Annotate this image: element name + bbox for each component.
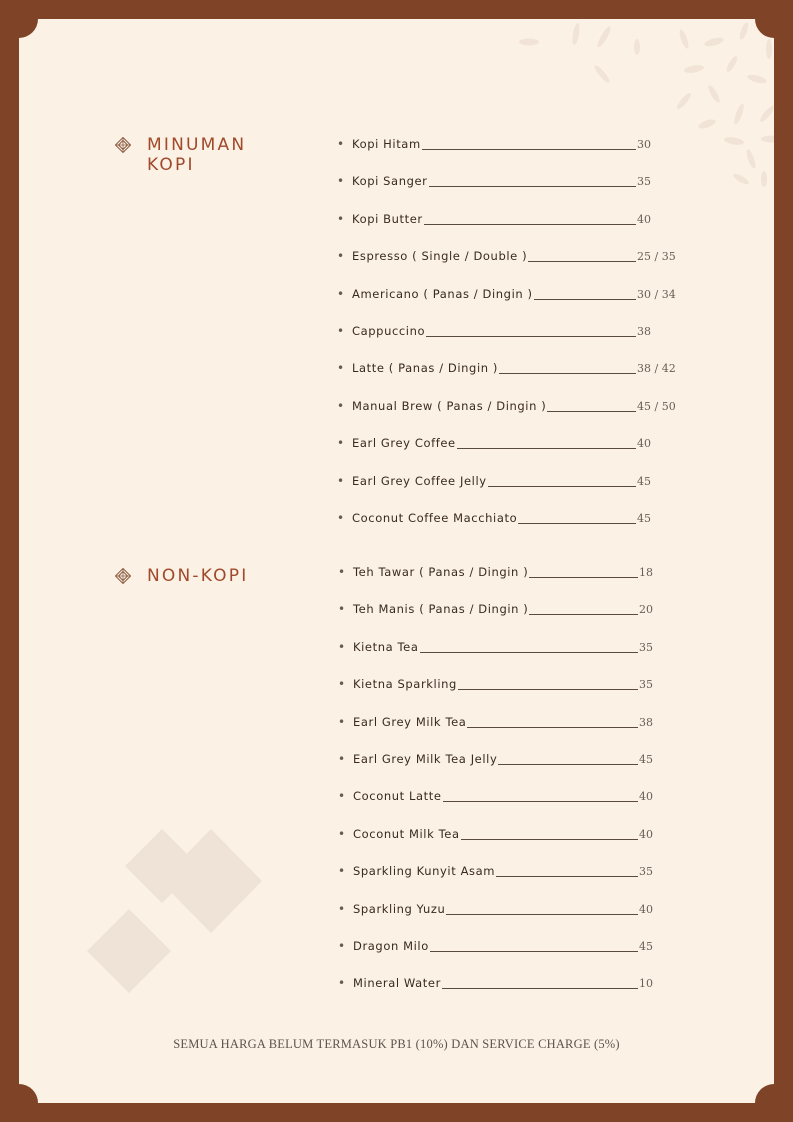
menu-item-name: Earl Grey Coffee Jelly [352,473,487,488]
menu-item-name: Earl Grey Coffee [352,436,456,451]
section-title: MINUMAN KOPI [147,135,247,175]
menu-item-price: 45 / 50 [637,399,676,413]
menu-item [338,677,679,714]
leader-line [534,287,636,300]
bullet-icon: • [337,436,345,451]
bullet-icon: • [338,714,346,729]
leader-line [430,939,638,952]
menu-item-price: 10 [639,977,653,991]
menu-item-price: 40 [639,790,653,804]
menu-item-price: 18 [639,566,653,579]
bullet-icon: • [337,323,345,338]
menu-item-name: Cappuccino [352,323,426,338]
leader-line [498,752,638,765]
bullet-icon: • [337,137,345,151]
bullet-icon: • [338,976,346,991]
menu-page [19,19,774,1103]
menu-item-price: 20 [639,603,653,617]
menu-item-price: 30 [637,138,651,151]
menu-item-name: Teh Manis ( Panas / Dingin ) [353,602,529,617]
corner-notch [755,1084,774,1103]
leader-line [529,565,638,578]
menu-item-name: Coconut Latte [353,789,442,804]
menu-item-name: Sparkling Kunyit Asam [353,864,496,879]
menu-item-name: Teh Tawar ( Panas / Dingin ) [353,565,529,579]
menu-item-name: Earl Grey Milk Tea [353,714,467,729]
leader-line [518,511,636,524]
menu-item-price: 38 / 42 [637,362,676,376]
leader-line [457,436,636,449]
menu-item-price: 30 / 34 [637,287,676,301]
menu-item-price: 35 [639,678,653,692]
menu-item [337,212,677,249]
menu-item-name: Kietna Sparkling [353,677,457,692]
menu-item-name: Kopi Butter [352,211,423,226]
menu-item [338,789,679,826]
menu-item [337,436,677,473]
bullet-icon: • [338,751,346,766]
menu-item-name: Espresso ( Single / Double ) [352,249,528,264]
corner-notch [19,1084,38,1103]
menu-item [337,474,677,511]
menu-item-price: 38 [639,715,653,729]
bullet-icon: • [337,398,345,413]
menu-item [337,249,677,286]
leader-line [420,640,638,653]
leader-line [458,677,638,690]
bullet-icon: • [338,677,346,692]
bullet-icon: • [337,510,345,525]
menu-item-price: 40 [639,827,653,841]
bullet-icon: • [337,361,345,376]
menu-item-name: Kietna Tea [353,639,419,654]
menu-item-price: 45 [637,511,651,525]
menu-item-price: 45 [639,752,653,766]
menu-item [337,511,677,548]
section-heading-kopi [115,135,277,175]
menu-item-price: 45 [637,474,651,488]
leader-line [424,212,636,225]
menu-item [338,602,679,639]
leader-line [547,399,636,412]
bullet-icon: • [337,286,345,301]
tax-service-note: SEMUA HARGA BELUM TERMASUK PB1 (10%) DAN SERVICE CHARGE (5%) [173,1037,620,1051]
corner-notch [19,19,38,38]
menu-item [338,939,679,976]
leader-line [499,361,636,374]
menu-item-name: Kopi Hitam [352,137,421,151]
bullet-icon: • [337,211,345,226]
menu-item-price: 45 [639,939,653,953]
menu-item [338,715,679,752]
menu-item-name: Earl Grey Milk Tea Jelly [353,751,498,766]
menu-item [338,864,679,901]
diamond-ornament-icon [115,568,131,584]
menu-item-price: 35 [639,640,653,654]
leader-line [488,474,636,487]
menu-item-price: 35 [639,865,653,879]
bullet-icon: • [337,249,345,264]
bullet-icon: • [337,174,345,189]
bullet-icon: • [338,938,346,953]
menu-item [338,640,679,677]
menu-item-price: 25 / 35 [637,250,676,264]
bullet-icon: • [338,901,346,916]
bullet-icon: • [338,639,346,654]
menu-item-name: Coconut Coffee Macchiato [352,510,518,525]
menu-item-name: Americano ( Panas / Dingin ) [352,286,533,301]
leader-line [461,827,638,840]
menu-item-price: 40 [637,437,651,451]
menu-item [337,287,677,324]
menu-item-name: Sparkling Yuzu [353,901,446,916]
bullet-icon: • [338,864,346,879]
menu-item-name: Kopi Sanger [352,174,428,189]
leader-line [528,249,636,262]
leader-line [422,137,636,150]
leader-line [529,602,638,615]
menu-item [337,174,677,211]
menu-item [338,565,679,602]
leader-line [467,715,638,728]
bullet-icon: • [338,565,346,579]
diamond-ornament-icon [115,137,131,153]
leader-line [446,902,638,915]
menu-item [338,827,679,864]
menu-item-name: Coconut Milk Tea [353,826,460,841]
leader-line [496,864,638,877]
menu-list-non-kopi [338,565,679,1014]
section-heading-non-kopi [115,566,277,586]
menu-item [337,137,677,174]
menu-item-price: 38 [637,324,651,338]
menu-item-price: 40 [639,902,653,916]
bullet-icon: • [337,473,345,488]
diamond-pattern-decoration [79,819,279,1019]
bullet-icon: • [338,789,346,804]
section-title: NON-KOPI [147,566,249,586]
leader-line [442,976,638,989]
menu-item [337,361,677,398]
menu-list-kopi [337,137,677,548]
menu-item-name: Mineral Water [353,976,441,991]
leader-line [426,324,636,337]
menu-item [338,752,679,789]
menu-item [338,976,679,1013]
menu-item-name: Dragon Milo [353,938,429,953]
menu-item-price: 40 [637,212,651,226]
menu-item-name: Latte ( Panas / Dingin ) [352,361,498,376]
bullet-icon: • [338,602,346,617]
bullet-icon: • [338,826,346,841]
menu-item [337,324,677,361]
menu-item-name: Manual Brew ( Panas / Dingin ) [352,398,547,413]
menu-item [338,902,679,939]
leader-line [429,174,637,187]
leader-line [443,789,638,802]
menu-item [337,399,677,436]
menu-item-price: 35 [637,175,651,189]
